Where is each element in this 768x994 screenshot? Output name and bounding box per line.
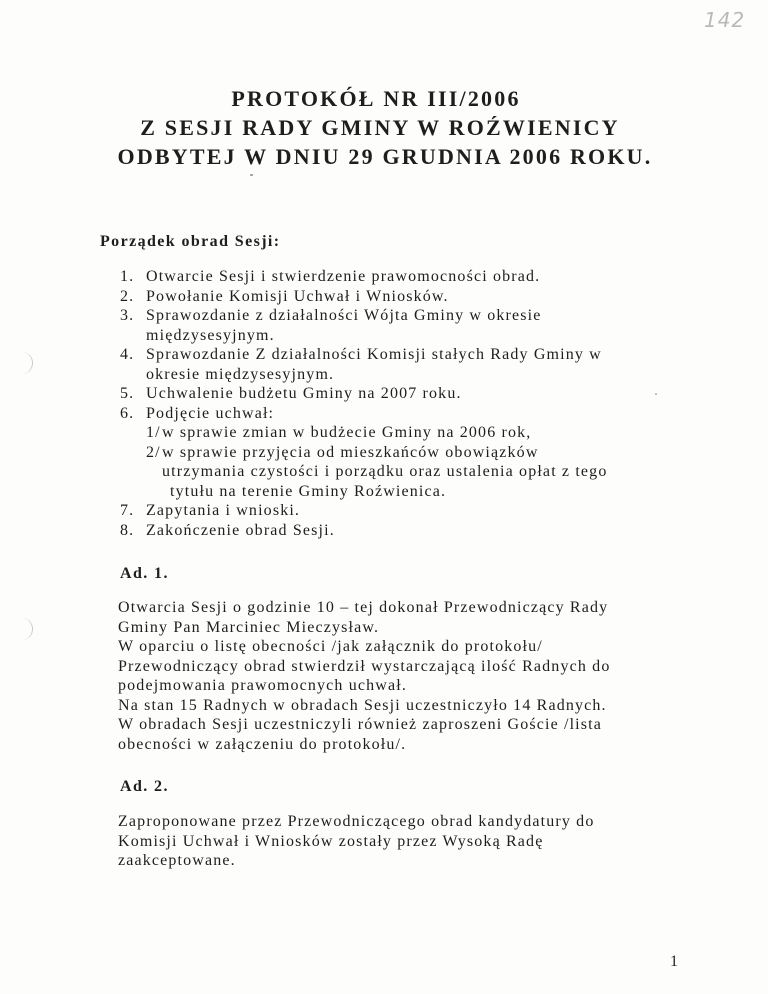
agenda-item-text: Zapytania i wnioski.	[146, 502, 301, 519]
paragraph-line: Gminy Pan Marciniec Mieczysław.	[118, 618, 380, 636]
paragraph-line: W oparciu o listę obecności /jak załącznik do protokołu/	[118, 638, 543, 655]
agenda-subitem-number: 2/	[146, 443, 161, 461]
punch-hole-mark	[20, 352, 33, 374]
agenda-item	[120, 306, 700, 345]
paragraph-line: Przewodniczący obrad stwierdził wystarczającą ilość Radnych do	[118, 657, 611, 675]
page-number: 1	[670, 953, 678, 970]
agenda-sublist	[146, 423, 700, 501]
title-line-1: PROTOKÓŁ NR III/2006	[231, 86, 521, 111]
agenda-item-text: Powołanie Komisji Uchwał i Wniosków.	[146, 287, 449, 305]
agenda-item	[120, 287, 700, 307]
agenda-item-text: Zakończenie obrad Sesji.	[146, 521, 335, 539]
agenda-heading: Porządek obrad Sesji:	[100, 233, 281, 250]
ad2-paragraph	[118, 812, 718, 871]
agenda-subitem-text: tytułu na terenie Gminy Roźwienica.	[170, 482, 447, 500]
agenda-item-number: 2.	[120, 287, 135, 305]
agenda-item-number: 4.	[120, 346, 135, 363]
punch-hole-mark	[20, 618, 33, 640]
paragraph-line: Komisji Uchwał i Wniosków zostały przez Wysoką Radę	[118, 832, 544, 850]
agenda-item-text: międzysesyjnym.	[146, 326, 275, 344]
paragraph-line: obecności w załączeniu do protokołu/.	[118, 735, 407, 753]
agenda-item-number: 1.	[120, 268, 135, 285]
paragraph-line: W obradach Sesji uczestniczyli również zaproszeni Goście /lista	[118, 716, 603, 733]
agenda-item-number: 5.	[120, 385, 135, 402]
paragraph-line: podejmowania prawomocnych uchwał.	[118, 677, 407, 694]
agenda-item	[120, 345, 700, 384]
agenda-item-text: Sprawozdanie Z działalności Komisji stałych Rady Gminy w	[146, 346, 602, 363]
agenda-item-number: 7.	[120, 502, 135, 519]
agenda-subitem-number: 1/	[146, 424, 161, 441]
agenda-item	[120, 521, 700, 541]
agenda-item-text: Uchwalenie budżetu Gminy na 2007 roku.	[146, 385, 462, 402]
agenda-item-number: 6.	[120, 404, 135, 422]
paragraph-line: zaakceptowane.	[118, 852, 236, 869]
scan-speck	[250, 174, 253, 176]
agenda-item	[120, 501, 700, 521]
agenda-subitem	[146, 423, 700, 443]
paragraph-line: Otwarcia Sesji o godzinie 10 – tej dokonał Przewodniczący Rady	[118, 599, 609, 616]
agenda-item-number: 3.	[120, 307, 135, 324]
agenda-item-text: Otwarcie Sesji i stwierdzenie prawomocności obrad.	[146, 268, 541, 285]
agenda-item	[120, 267, 700, 287]
title-line-3: ODBYTEJ W DNIU 29 GRUDNIA 2006 ROKU.	[117, 144, 653, 169]
agenda-item-text: okresie międzysesyjnym.	[146, 365, 335, 383]
agenda-item-text: Sprawozdanie z działalności Wójta Gminy w okresie	[146, 307, 542, 324]
agenda-list	[120, 267, 700, 540]
agenda-item	[120, 404, 700, 502]
ad2-heading: Ad. 2.	[120, 778, 169, 795]
document-title	[70, 84, 690, 171]
paragraph-line: Zaproponowane przez Przewodniczącego obrad kandydatury do	[118, 813, 595, 830]
agenda-item-number: 8.	[120, 521, 135, 539]
title-line-2: Z SESJI RADY GMINY W ROŹWIENICY	[140, 115, 620, 140]
agenda-item	[120, 384, 700, 404]
ad1-heading: Ad. 1.	[120, 565, 169, 582]
agenda-subitem-text: w sprawie przyjęcia od mieszkańców obowiązków	[162, 443, 539, 461]
agenda-subitem	[146, 443, 700, 502]
agenda-subitem-text: w sprawie zmian w budżecie Gminy na 2006 rok,	[162, 424, 532, 441]
agenda-subitem-text: utrzymania czystości i porządku oraz ustalenia opłat z tego	[162, 463, 608, 480]
paragraph-line: Na stan 15 Radnych w obradach Sesji uczestniczyło 14 Radnych.	[118, 696, 607, 714]
agenda-item-text: Podjęcie uchwał:	[146, 404, 275, 422]
handwritten-page-number: 142	[704, 8, 746, 32]
ad1-paragraph	[118, 598, 718, 754]
